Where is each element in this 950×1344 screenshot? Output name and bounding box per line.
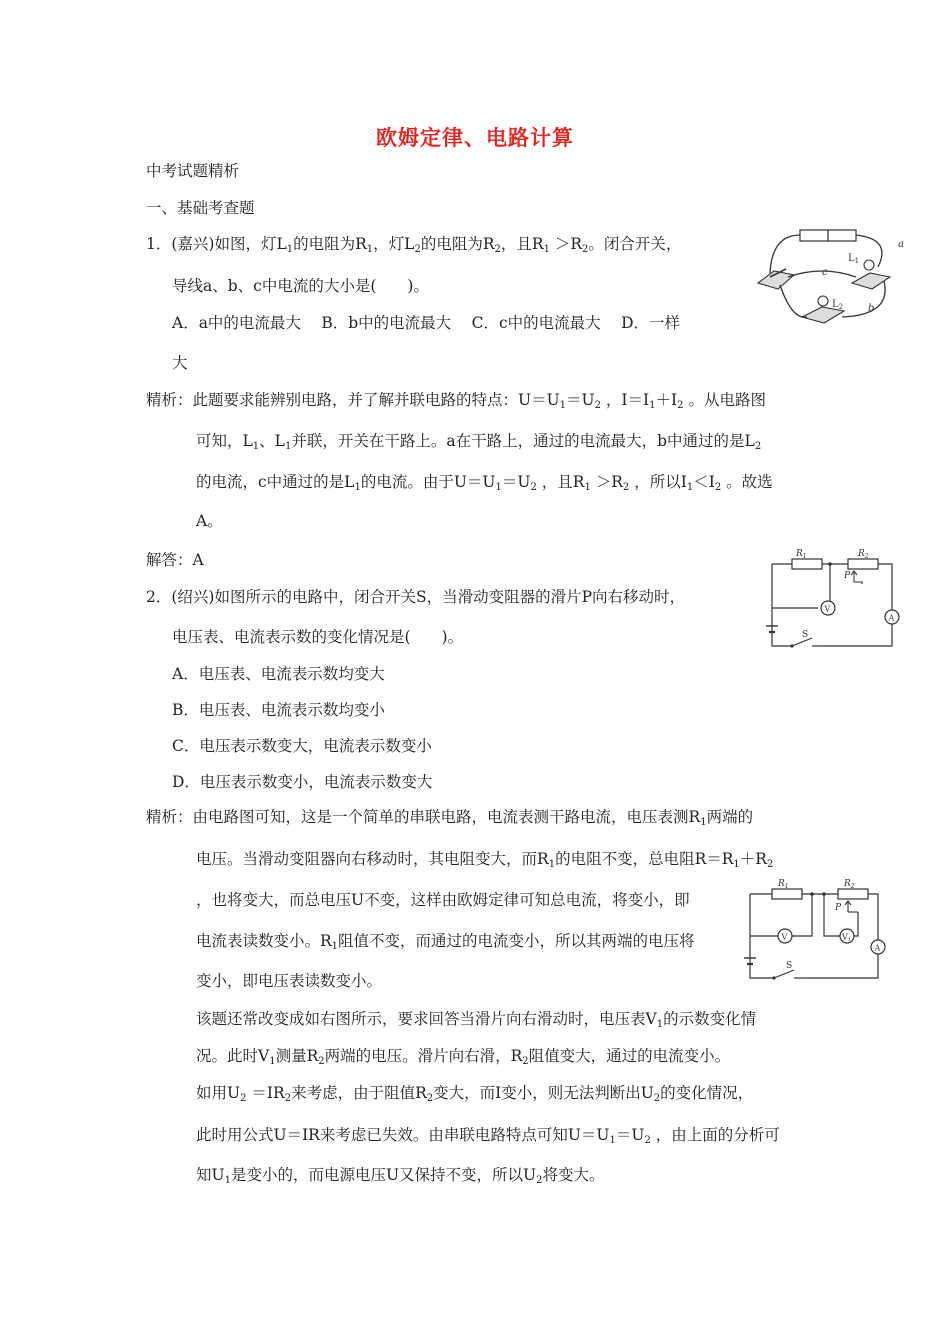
q2-analysis-line10: 知$U_1$是变小的，而电源电压U又保持不变，所以$U_2$将变大。 <box>196 1166 605 1186</box>
q2-option-d: D．电压表示数变小，电流表示数变大 <box>172 773 433 791</box>
q2-analysis-line4: 电流表读数变小。$R_1$阻值不变，而通过的电流变小，所以其两端的电压将 <box>196 932 695 952</box>
subsection-heading: 一、基础考查题 <box>146 199 255 217</box>
figure-3-series-circuit-v1 <box>740 874 892 984</box>
q1-analysis-line4: A。 <box>196 512 223 530</box>
fig3-voltmeter-v1-label: V1 <box>842 932 851 943</box>
fig1-label-b: b <box>868 303 875 314</box>
fig3-label-P: P <box>835 903 842 913</box>
q1-options-cont: 大 <box>172 354 188 372</box>
q2-analysis-line8: 如用$U_2 =IR_2$来考虑，由于阻值$R_2$变大，而I变小，则无法判断出$U_2$的变化情况， <box>196 1084 754 1104</box>
q2-analysis-line2: 电压。当滑动变阻器向右移动时，其电阻变大，而$R_1$的电阻不变，总电阻$R=R_1+R_2$ <box>196 850 774 870</box>
q1-answer: 解答：A <box>146 551 204 569</box>
q1-options: A．a中的电流最大 B．b中的电流最大 C．c中的电流最大 D．一样 <box>172 314 680 332</box>
q2-stem: 2．(绍兴)如图所示的电路中，闭合开关S，当滑动变阻器的滑片P向右移动时， <box>146 588 686 606</box>
fig2-label-R1: $R_1$ <box>796 549 807 560</box>
q1-stem-line2: 导线a、b、c中电流的大小是( )。 <box>172 277 429 295</box>
q1-analysis-line3: 的电流，c中通过的是$L_1$的电流。由于$U=U_1=U_2$ ，且$R_1 >R_2$ ，所以$I_1<I_2$ 。故选 <box>196 473 773 493</box>
q1-analysis-line1: 精析：此题要求能辨别电路，并了解并联电路的特点：$U=U_1=U_2$ ，$I=I_1+I_2$ 。从电路图 <box>146 391 766 411</box>
fig1-label-L2: $L_2$ <box>832 299 844 311</box>
figure-1-parallel-circuit <box>752 225 912 335</box>
fig3-label-R2: $R_2$ <box>844 879 855 890</box>
q2-analysis-line5: 变小，即电压表读数变小。 <box>196 972 383 990</box>
q2-analysis-line7: 况。此时$V_1$测量$R_2$两端的电压。滑片向右滑，$R_2$阻值变大，通过的电流变小。 <box>196 1047 731 1067</box>
q2-analysis-line3: ，也将变大，而总电压U不变，这样由欧姆定律可知总电流，将变小，即 <box>196 891 690 909</box>
figure-2-series-circuit <box>762 546 912 652</box>
fig3-label-R1: $R_1$ <box>778 879 789 890</box>
fig3-ammeter-label: A <box>874 943 881 953</box>
q1-stem: 1．(嘉兴)如图，灯$L_1$的电阻为$R_1$，灯$L_2$的电阻为$R_2$，且$R_1 >R_2$。闭合开关， <box>146 235 682 255</box>
q2-option-c: C．电压表示数变大，电流表示数变小 <box>172 737 432 755</box>
q2-analysis-line6: 该题还常改变成如右图所示，要求回答当滑片向右滑动时，电压表$V_1$的示数变化情 <box>196 1010 757 1030</box>
q2-stem-line2: 电压表、电流表示数的变化情况是( )。 <box>172 628 464 646</box>
fig2-switch-label: S <box>802 630 809 640</box>
fig1-label-L1: $L_1$ <box>848 253 860 265</box>
section-heading: 中考试题精析 <box>146 162 240 180</box>
q2-option-a: A．电压表、电流表示数均变大 <box>172 665 385 683</box>
fig2-label-P: P <box>844 571 851 581</box>
q1-analysis-line2: 可知，$L_1$、$L_1$并联，开关在干路上。a在干路上，通过的电流最大，b中通过的是$L_2$ <box>196 432 762 452</box>
fig1-label-c: c <box>822 267 828 278</box>
page-title: 欧姆定律、电路计算 <box>376 125 574 150</box>
fig2-voltmeter-label: V <box>824 604 831 614</box>
q2-analysis-line1: 精析：由电路图可知，这是一个简单的串联电路，电流表测干路电流，电压表测$R_1$两端的 <box>146 808 754 828</box>
fig2-label-R2: $R_2$ <box>858 549 869 560</box>
fig3-voltmeter-label: V <box>781 932 788 942</box>
fig1-label-a: a <box>898 239 904 250</box>
q2-analysis-line9: 此时用公式U＝IR来考虑已失效。由串联电路特点可知$U=U_1=U_2$ ，由上面的分析可 <box>196 1126 780 1146</box>
fig2-ammeter-label: A <box>888 613 895 623</box>
q2-option-b: B．电压表、电流表示数均变小 <box>172 701 385 719</box>
fig3-switch-label: S <box>786 961 793 971</box>
